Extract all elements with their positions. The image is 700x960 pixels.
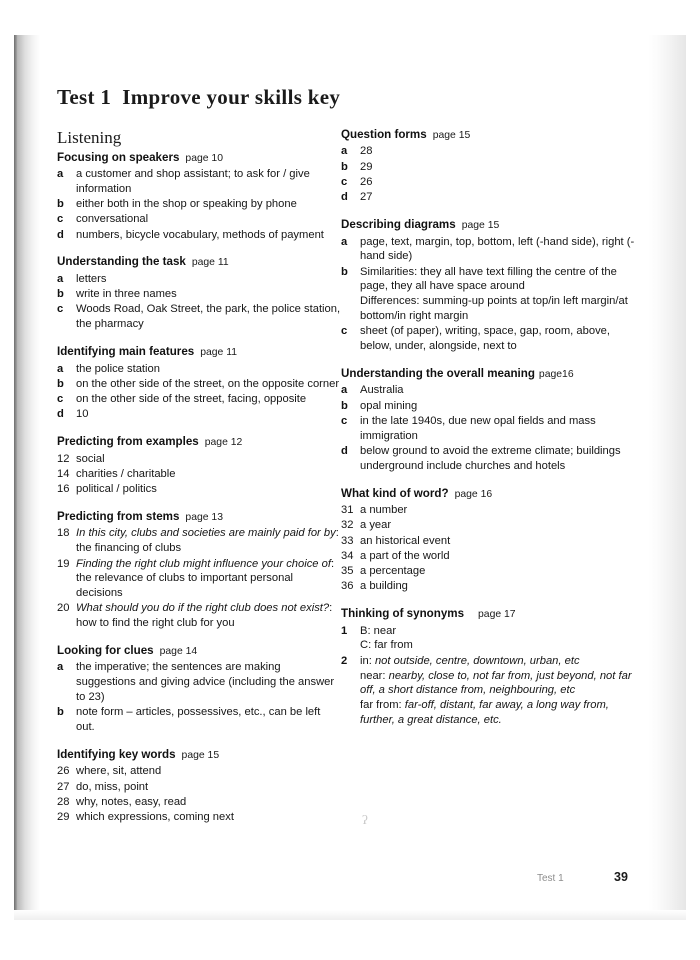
answer-item-marker: a bbox=[341, 235, 348, 248]
answer-item-marker: 27 bbox=[57, 780, 70, 793]
answer-item-marker: a bbox=[57, 661, 64, 674]
answer-item-subline: Differences: summing-up points at top/in left margin/at bottom/in right margin bbox=[360, 295, 628, 322]
answer-block bbox=[341, 487, 641, 595]
answer-item-text: a number bbox=[360, 504, 408, 516]
answer-item-text: Finding the right club might influence your choice of: the relevance of clubs to important personal decisions bbox=[76, 557, 335, 600]
answer-item bbox=[341, 654, 641, 728]
answer-item bbox=[341, 534, 641, 549]
block-page-reference: page 15 bbox=[461, 220, 500, 232]
block-heading bbox=[57, 644, 341, 658]
answer-block bbox=[341, 367, 641, 474]
answer-item bbox=[57, 601, 341, 631]
block-heading-text: Understanding the overall meaning bbox=[341, 366, 535, 380]
answer-item-text: a customer and shop assistant; to ask for / give information bbox=[76, 168, 310, 195]
block-heading bbox=[57, 435, 341, 449]
answer-item-marker: 1 bbox=[341, 624, 348, 637]
answer-item-marker: b bbox=[341, 160, 348, 173]
answer-item-text: 28 bbox=[360, 145, 373, 158]
answer-item-text: on the other side of the street, facing, opposite bbox=[76, 393, 307, 406]
footer-page-number: 39 bbox=[614, 870, 628, 884]
answer-item-text: sheet (of paper), writing, space, gap, room, above, below, under, alongside, next to bbox=[360, 325, 610, 353]
answer-item-text: political / politics bbox=[76, 483, 157, 496]
scan-artifact-mark: ʔ bbox=[362, 812, 368, 827]
answer-item bbox=[341, 160, 641, 175]
answer-item bbox=[341, 444, 641, 474]
block-heading bbox=[341, 487, 641, 501]
answer-item-marker: 14 bbox=[57, 467, 70, 480]
block-heading bbox=[57, 510, 341, 524]
block-heading-text: Predicting from examples bbox=[57, 435, 199, 449]
answer-list bbox=[57, 167, 341, 242]
block-heading bbox=[341, 218, 641, 232]
answer-item bbox=[57, 810, 341, 825]
right-column bbox=[341, 128, 641, 741]
answer-item bbox=[57, 452, 341, 467]
block-page-reference: page 16 bbox=[454, 488, 493, 500]
answer-item bbox=[341, 399, 641, 414]
answer-item-subline: near: nearby, close to, not far from, just beyond, not far off, a short distance from, neighbouring, etc bbox=[360, 669, 632, 697]
answer-list bbox=[341, 624, 641, 728]
answer-item bbox=[57, 780, 341, 795]
answer-list bbox=[57, 272, 341, 332]
answer-block bbox=[57, 255, 341, 332]
answer-item bbox=[341, 503, 641, 518]
answer-item-text: why, notes, easy, read bbox=[76, 795, 187, 808]
answer-item-text: 26 bbox=[360, 176, 373, 189]
block-heading-text: Focusing on speakers bbox=[57, 150, 180, 164]
answer-item-marker: b bbox=[57, 377, 64, 390]
block-heading bbox=[57, 255, 341, 269]
answer-item-marker: a bbox=[57, 272, 64, 285]
block-heading bbox=[341, 607, 641, 621]
answer-item-text: which expressions, coming next bbox=[76, 811, 234, 824]
answer-item-marker: b bbox=[57, 288, 64, 301]
block-heading-text: Thinking of synonyms bbox=[341, 607, 465, 621]
left-column-blocks bbox=[57, 151, 341, 825]
page-title: Test 1 Improve your skills key bbox=[57, 85, 341, 109]
answer-item bbox=[57, 212, 341, 227]
answer-item-marker: 29 bbox=[57, 811, 70, 824]
answer-item-marker: 26 bbox=[57, 765, 70, 778]
answer-item-text: conversational bbox=[76, 213, 149, 226]
block-heading-text: Understanding the task bbox=[57, 255, 186, 269]
answer-item bbox=[341, 549, 641, 564]
answer-item-text: 10 bbox=[76, 408, 89, 421]
answer-item bbox=[57, 660, 341, 704]
answer-item-marker: 34 bbox=[341, 549, 354, 562]
answer-item-text: on the other side of the street, on the opposite corner bbox=[76, 377, 340, 390]
answer-list bbox=[341, 503, 641, 594]
answer-item-marker: 35 bbox=[341, 565, 354, 578]
answer-item-marker: b bbox=[341, 265, 348, 278]
answer-item bbox=[341, 175, 641, 190]
answer-item-text: where, sit, attend bbox=[76, 765, 162, 778]
answer-item-text: either both in the shop or speaking by phone bbox=[76, 198, 297, 211]
answer-item-marker: 2 bbox=[341, 654, 348, 667]
answer-item-marker: d bbox=[341, 444, 348, 457]
answer-item-marker: a bbox=[341, 384, 348, 397]
block-heading bbox=[57, 151, 341, 165]
answer-item bbox=[57, 467, 341, 482]
answer-item bbox=[57, 526, 341, 556]
answer-block bbox=[57, 345, 341, 422]
block-page-reference: page 12 bbox=[204, 437, 243, 449]
block-page-reference: page16 bbox=[538, 368, 574, 380]
answer-item-marker: 16 bbox=[57, 483, 70, 496]
answer-item bbox=[341, 235, 641, 265]
answer-item-text: Australia bbox=[360, 384, 404, 397]
answer-item-marker: b bbox=[341, 399, 348, 412]
answer-item-marker: 19 bbox=[57, 557, 70, 570]
answer-block bbox=[57, 748, 341, 825]
answer-item-text: the police station bbox=[76, 362, 160, 375]
answer-list bbox=[57, 362, 341, 423]
section-label-listening: Listening bbox=[57, 128, 122, 147]
answer-item bbox=[57, 482, 341, 497]
answer-item-marker: c bbox=[57, 303, 64, 316]
answer-list bbox=[57, 660, 341, 734]
answer-item-marker: c bbox=[57, 213, 64, 226]
block-heading-text: Identifying main features bbox=[57, 345, 195, 359]
answer-list bbox=[341, 383, 641, 473]
block-heading-text: Describing diagrams bbox=[341, 218, 456, 232]
answer-item-text: social bbox=[76, 452, 105, 465]
answer-block bbox=[57, 435, 341, 497]
answer-item bbox=[57, 287, 341, 302]
left-column bbox=[57, 128, 341, 838]
answer-block bbox=[341, 218, 641, 354]
block-page-reference: page 11 bbox=[191, 257, 229, 269]
answer-item bbox=[341, 265, 641, 324]
answer-list bbox=[57, 526, 341, 630]
block-page-reference: page 14 bbox=[159, 645, 198, 657]
block-page-reference: page 11 bbox=[200, 347, 238, 359]
answer-item bbox=[341, 414, 641, 444]
answer-item bbox=[341, 564, 641, 579]
answer-item-text: a part of the world bbox=[360, 549, 450, 562]
answer-block bbox=[341, 607, 641, 727]
answer-item bbox=[57, 795, 341, 810]
answer-item-text: Woods Road, Oak Street, the park, the police station, the pharmacy bbox=[76, 303, 341, 331]
answer-block bbox=[57, 644, 341, 735]
answer-item bbox=[341, 383, 641, 398]
answer-item-marker: d bbox=[341, 191, 348, 204]
answer-item-text: B: near bbox=[360, 624, 397, 637]
block-page-reference: page 15 bbox=[181, 749, 220, 761]
block-page-reference: page 17 bbox=[478, 609, 516, 621]
answer-item-marker: 18 bbox=[57, 527, 70, 540]
answer-item bbox=[57, 302, 341, 332]
answer-item-text: a year bbox=[360, 519, 392, 532]
answer-item-text: a building bbox=[360, 580, 408, 593]
answer-list bbox=[57, 764, 341, 825]
answer-item-text: write in three names bbox=[76, 288, 177, 301]
answer-item-text: a percentage bbox=[360, 565, 426, 578]
answer-item-text: What should you do if the right club does not exist?: how to find the right club for you bbox=[76, 602, 333, 630]
answer-item bbox=[57, 705, 341, 735]
answer-item-marker: c bbox=[57, 393, 64, 406]
answer-item-text: the imperative; the sentences are making suggestions and giving advice (including the answer to 23) bbox=[76, 661, 335, 703]
answer-item-marker: a bbox=[341, 145, 348, 158]
block-page-reference: page 10 bbox=[185, 152, 223, 164]
answer-item-marker: c bbox=[341, 325, 348, 338]
right-column-blocks bbox=[341, 128, 641, 728]
answer-item-text: an historical event bbox=[360, 534, 451, 547]
answer-item-marker: 32 bbox=[341, 519, 354, 532]
answer-item bbox=[341, 190, 641, 205]
block-heading bbox=[57, 748, 341, 762]
answer-item bbox=[57, 167, 341, 197]
block-heading-text: Identifying key words bbox=[57, 747, 176, 761]
answer-item-text: in the late 1940s, due new opal fields and mass immigration bbox=[360, 414, 596, 442]
answer-item-subline: far from: far-off, distant, far away, a long way from, further, a great distance, etc. bbox=[360, 699, 609, 726]
block-heading bbox=[341, 128, 641, 142]
answer-item bbox=[57, 197, 341, 212]
answer-item bbox=[341, 324, 641, 354]
block-heading bbox=[341, 367, 641, 381]
answer-item-text: do, miss, point bbox=[76, 780, 149, 793]
answer-item bbox=[57, 377, 341, 392]
answer-item-text: letters bbox=[76, 272, 107, 285]
block-heading-text: What kind of word? bbox=[341, 486, 449, 500]
answer-item-subline: C: far from bbox=[360, 639, 413, 652]
answer-item bbox=[341, 624, 641, 654]
block-page-reference: page 15 bbox=[432, 130, 471, 141]
answer-item bbox=[57, 228, 341, 243]
footer-test-label: Test 1 bbox=[537, 873, 564, 884]
answer-item-marker: b bbox=[57, 706, 64, 719]
answer-item-text: opal mining bbox=[360, 399, 418, 412]
answer-item bbox=[57, 392, 341, 407]
answer-item bbox=[57, 557, 341, 601]
answer-item-text: 27 bbox=[360, 191, 373, 204]
answer-item-marker: a bbox=[57, 168, 64, 181]
block-heading-text: Looking for clues bbox=[57, 643, 154, 657]
answer-item-text: below ground to avoid the extreme climate; buildings underground include churches and hotels bbox=[360, 444, 621, 472]
answer-item-text: numbers, bicycle vocabulary, methods of payment bbox=[76, 228, 324, 241]
answer-item-marker: 20 bbox=[57, 602, 70, 615]
answer-item-marker: 12 bbox=[57, 452, 70, 465]
answer-block bbox=[57, 151, 341, 243]
answer-item bbox=[341, 518, 641, 533]
block-heading-text: Question forms bbox=[341, 128, 427, 141]
answer-list bbox=[57, 452, 341, 497]
answer-item-text: 29 bbox=[360, 160, 373, 173]
answer-item-marker: 28 bbox=[57, 795, 70, 808]
answer-item-text: in: not outside, centre, downtown, urban, etc bbox=[360, 654, 580, 667]
answer-item-text: charities / charitable bbox=[76, 467, 176, 480]
answer-item-marker: a bbox=[57, 362, 64, 375]
answer-item-marker: c bbox=[341, 176, 348, 189]
answer-item-marker: 33 bbox=[341, 534, 354, 547]
block-heading bbox=[57, 345, 341, 359]
block-page-reference: page 13 bbox=[185, 511, 223, 523]
answer-item-marker: 36 bbox=[341, 580, 354, 593]
answer-item-marker: b bbox=[57, 198, 64, 211]
answer-item bbox=[341, 579, 641, 594]
answer-item bbox=[57, 362, 341, 377]
answer-item bbox=[57, 764, 341, 779]
answer-item-text: In this city, clubs and societies are mainly paid for by: the financing of clubs bbox=[76, 527, 339, 555]
answer-list bbox=[341, 235, 641, 354]
answer-item-marker: d bbox=[57, 408, 64, 421]
answer-item-text: note form – articles, possessives, etc., can be left out. bbox=[76, 706, 321, 734]
answer-item-text: Similarities: they all have text filling the centre of the page, they all have space around bbox=[360, 265, 617, 293]
answer-block bbox=[57, 510, 341, 631]
block-heading-text: Predicting from stems bbox=[57, 509, 180, 523]
answer-list bbox=[341, 144, 641, 205]
answer-item-marker: d bbox=[57, 228, 64, 241]
answer-item bbox=[341, 144, 641, 159]
answer-item-marker: c bbox=[341, 414, 348, 427]
answer-item-marker: 31 bbox=[341, 504, 354, 516]
answer-item-text: page, text, margin, top, bottom, left (-hand side), right (-hand side) bbox=[360, 235, 635, 263]
answer-block bbox=[341, 128, 641, 205]
answer-item bbox=[57, 407, 341, 422]
answer-item bbox=[57, 272, 341, 287]
